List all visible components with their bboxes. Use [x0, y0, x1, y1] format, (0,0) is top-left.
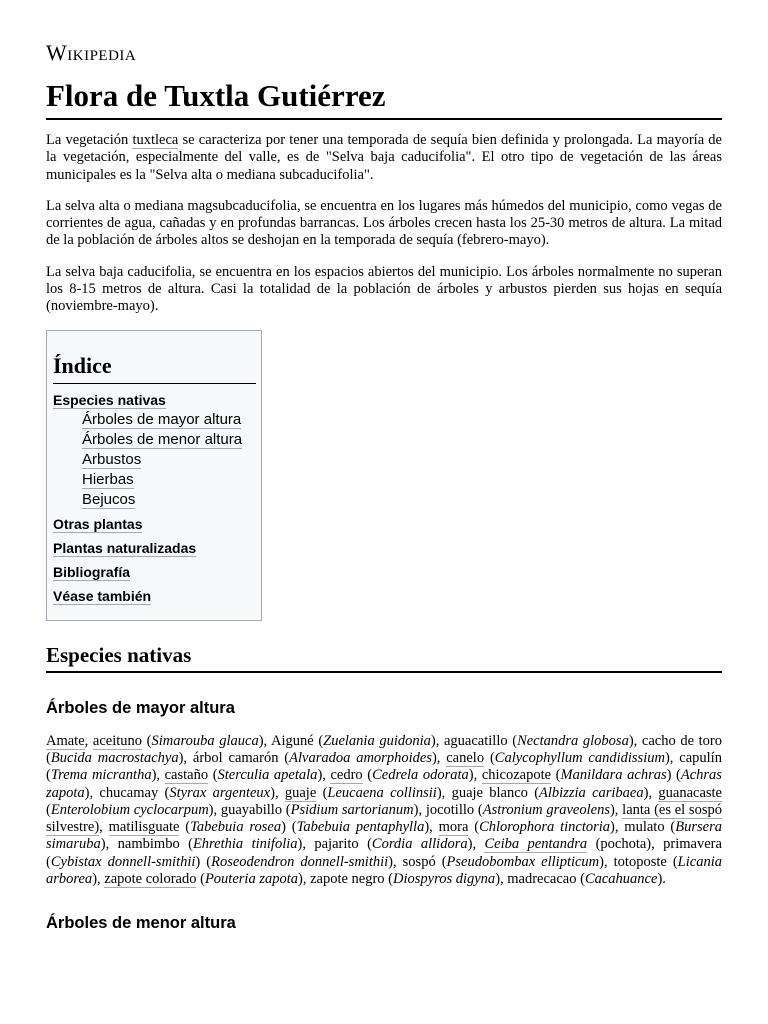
species-scientific-name: Diospyros digyna — [393, 871, 496, 888]
species-scientific-name: Licania arborea — [46, 853, 722, 888]
subsection-heading-arboles-menor-altura: Árboles de menor altura — [46, 914, 236, 933]
species-scientific-name: Nectandra globosa — [517, 732, 629, 749]
article-body — [46, 132, 722, 948]
species-link[interactable]: Ceiba pentandra — [484, 836, 588, 853]
species-scientific-name: Trema micrantha — [50, 767, 152, 784]
species-scientific-name: Alvaradoa amorphoides — [289, 749, 432, 766]
species-link[interactable]: zapote colorado — [104, 871, 197, 888]
species-link[interactable]: matilisguate — [108, 819, 180, 836]
species-link[interactable]: Amate — [46, 732, 85, 749]
species-paragraph: Amate, aceituno (Simarouba glauca), Aiguné (Zuelania guidonia), aguacatillo (Nectandra globosa), cacho de toro (Bucida macrostachya), árbol camarón (Alvaradoa amorphoides), canelo (Calycophyllum candidissium), capulín (Trema micrantha), castaño (Sterculia apetala), cedro (Cedrela odorata), chicozapote (Manildara achras) (Achras zapota), chucamay (Styrax argenteux), guaje (Leucaena collinsii), guaje blanco (Albizzia caribaea), guanacaste (Enterolobium cyclocarpum), guayabillo (Psidium sartorianum), jocotillo (Astronium graveolens), lanta (es el sospó silvestre), matilisguate (Tabebuia rosea) (Tabebuia pentaphylla), mora (Chlorophora tinctoria), mulato (Bursera simaruba), nambimbo (Ehrethia tinifolia), pajarito (Cordia allidora), Ceiba pentandra (pochota), primavera (Cybistax donnell-smithii) (Roseodendron donnell-smithii), sospó (Pseudobombax ellipticum), totoposte (Licania arborea), zapote colorado (Pouteria zapota), zapote negro (Diospyros digyna), madrecacao (Cacahuance). — [46, 732, 723, 888]
species-link[interactable]: castaño — [164, 767, 209, 784]
toc-item-vease-tambien[interactable]: Véase también — [53, 587, 152, 604]
species-scientific-name: Cybistax donnell-smithii — [50, 853, 196, 870]
species-scientific-name: Chlorophora tinctoria — [479, 819, 611, 836]
species-scientific-name: Leucaena collinsii — [327, 784, 437, 801]
species-scientific-name: Roseodendron donnell-smithii — [211, 853, 389, 870]
species-scientific-name: Cedrela odorata — [372, 767, 469, 784]
subsection-heading-arboles-mayor-altura: Árboles de mayor altura — [46, 698, 235, 717]
species-link[interactable]: canelo — [446, 749, 485, 766]
species-link[interactable]: cedro — [330, 767, 363, 784]
toc-list — [53, 390, 256, 606]
species-scientific-name: Albizzia caribaea — [539, 784, 644, 801]
species-scientific-name: Simarouba glauca — [151, 732, 259, 749]
species-scientific-name: Tabebuia rosea — [190, 819, 282, 836]
toc-item-arboles-mayor-altura[interactable]: Árboles de mayor altura — [82, 410, 242, 428]
species-scientific-name: Cacahuance — [584, 871, 658, 888]
toc-item-hierbas[interactable]: Hierbas — [82, 470, 134, 488]
toc-item-arbustos[interactable]: Arbustos — [82, 450, 142, 468]
species-link[interactable]: guaje — [284, 784, 317, 801]
species-scientific-name: Pseudobombax ellipticum — [446, 853, 600, 870]
species-link[interactable]: chicozapote — [481, 767, 552, 784]
toc-title: Índice — [53, 351, 256, 384]
species-scientific-name: Psidium sartorianum — [290, 801, 414, 818]
intro-paragraph-3: La selva baja caducifolia, se encuentra en los espacios abiertos del municipio. Los árboles normalmente no superan los 8-15 metros de altura. Casi la totalidad de la población de árboles y arbustos pierden sus hojas en sequía (noviembre-mayo). — [46, 263, 722, 315]
toc-item-plantas-naturalizadas[interactable]: Plantas naturalizadas — [53, 539, 197, 556]
species-link[interactable]: aceituno — [92, 732, 143, 749]
section-heading-especies-nativas: Especies nativas — [46, 641, 722, 673]
species-link[interactable]: lanta (es el sospó silvestre) — [46, 801, 722, 836]
species-link[interactable]: mora — [438, 819, 469, 836]
species-scientific-name: Styrax argenteux — [169, 784, 271, 801]
species-link[interactable]: guanacaste — [658, 784, 722, 801]
species-scientific-name: Enterolobium cyclocarpum — [50, 801, 209, 818]
toc-item-bejucos[interactable]: Bejucos — [82, 490, 136, 508]
intro-paragraph-1: La vegetación tuxtleca se caracteriza por tener una temporada de sequía bien definida y prolongada. La mayoría de la vegetación, especialmente del valle, es de "Selva baja caducifolia". El otro tipo de vegetación de las áreas municipales es la "Selva alta o mediana subcaducifolia". — [46, 132, 722, 183]
toc-item-arboles-menor-altura[interactable]: Árboles de menor altura — [82, 430, 243, 448]
species-scientific-name: Pouteria zapota — [204, 871, 298, 888]
toc-sublist — [53, 410, 256, 510]
species-scientific-name: Manildara achras — [560, 767, 667, 784]
toc-item-otras-plantas[interactable]: Otras plantas — [53, 515, 143, 532]
species-scientific-name: Sterculia apetala — [217, 767, 318, 784]
intro-paragraph-2: La selva alta o mediana magsubcaducifolia, se encuentra en los lugares más húmedos del municipio, como vegas de corrientes de agua, cañadas y en profundas barrancas. Los árboles crecen hasta los 25-30 metros de altura. La mitad de la población de árboles altos se deshojan en la temporada de sequía (febrero-mayo). — [46, 197, 722, 249]
species-scientific-name: Bucida macrostachya — [50, 749, 179, 766]
species-scientific-name: Astronium graveolens — [482, 801, 610, 818]
species-scientific-name: Achras zapota — [46, 767, 722, 801]
link-tuxtleca[interactable]: tuxtleca — [132, 132, 179, 148]
table-of-contents — [46, 330, 262, 621]
species-scientific-name: Bursera simaruba — [46, 819, 722, 853]
species-scientific-name: Ehrethia tinifolia — [192, 836, 298, 853]
species-scientific-name: Zuelania guidonia — [323, 732, 431, 749]
toc-item-bibliografia[interactable]: Bibliografía — [53, 563, 131, 580]
toc-item-especies-nativas[interactable]: Especies nativas Árboles de mayor altura Árboles de menor altura Arbustos Hierbas Bejucos — [53, 390, 256, 510]
species-scientific-name: Calycophyllum candidissium — [494, 749, 665, 766]
wikipedia-wordmark[interactable]: Wikipedia — [46, 40, 137, 65]
species-scientific-name: Cordia allidora — [371, 836, 468, 853]
species-scientific-name: Tabebuia pentaphylla — [296, 819, 425, 836]
page-title: Flora de Tuxtla Gutiérrez — [46, 76, 722, 120]
